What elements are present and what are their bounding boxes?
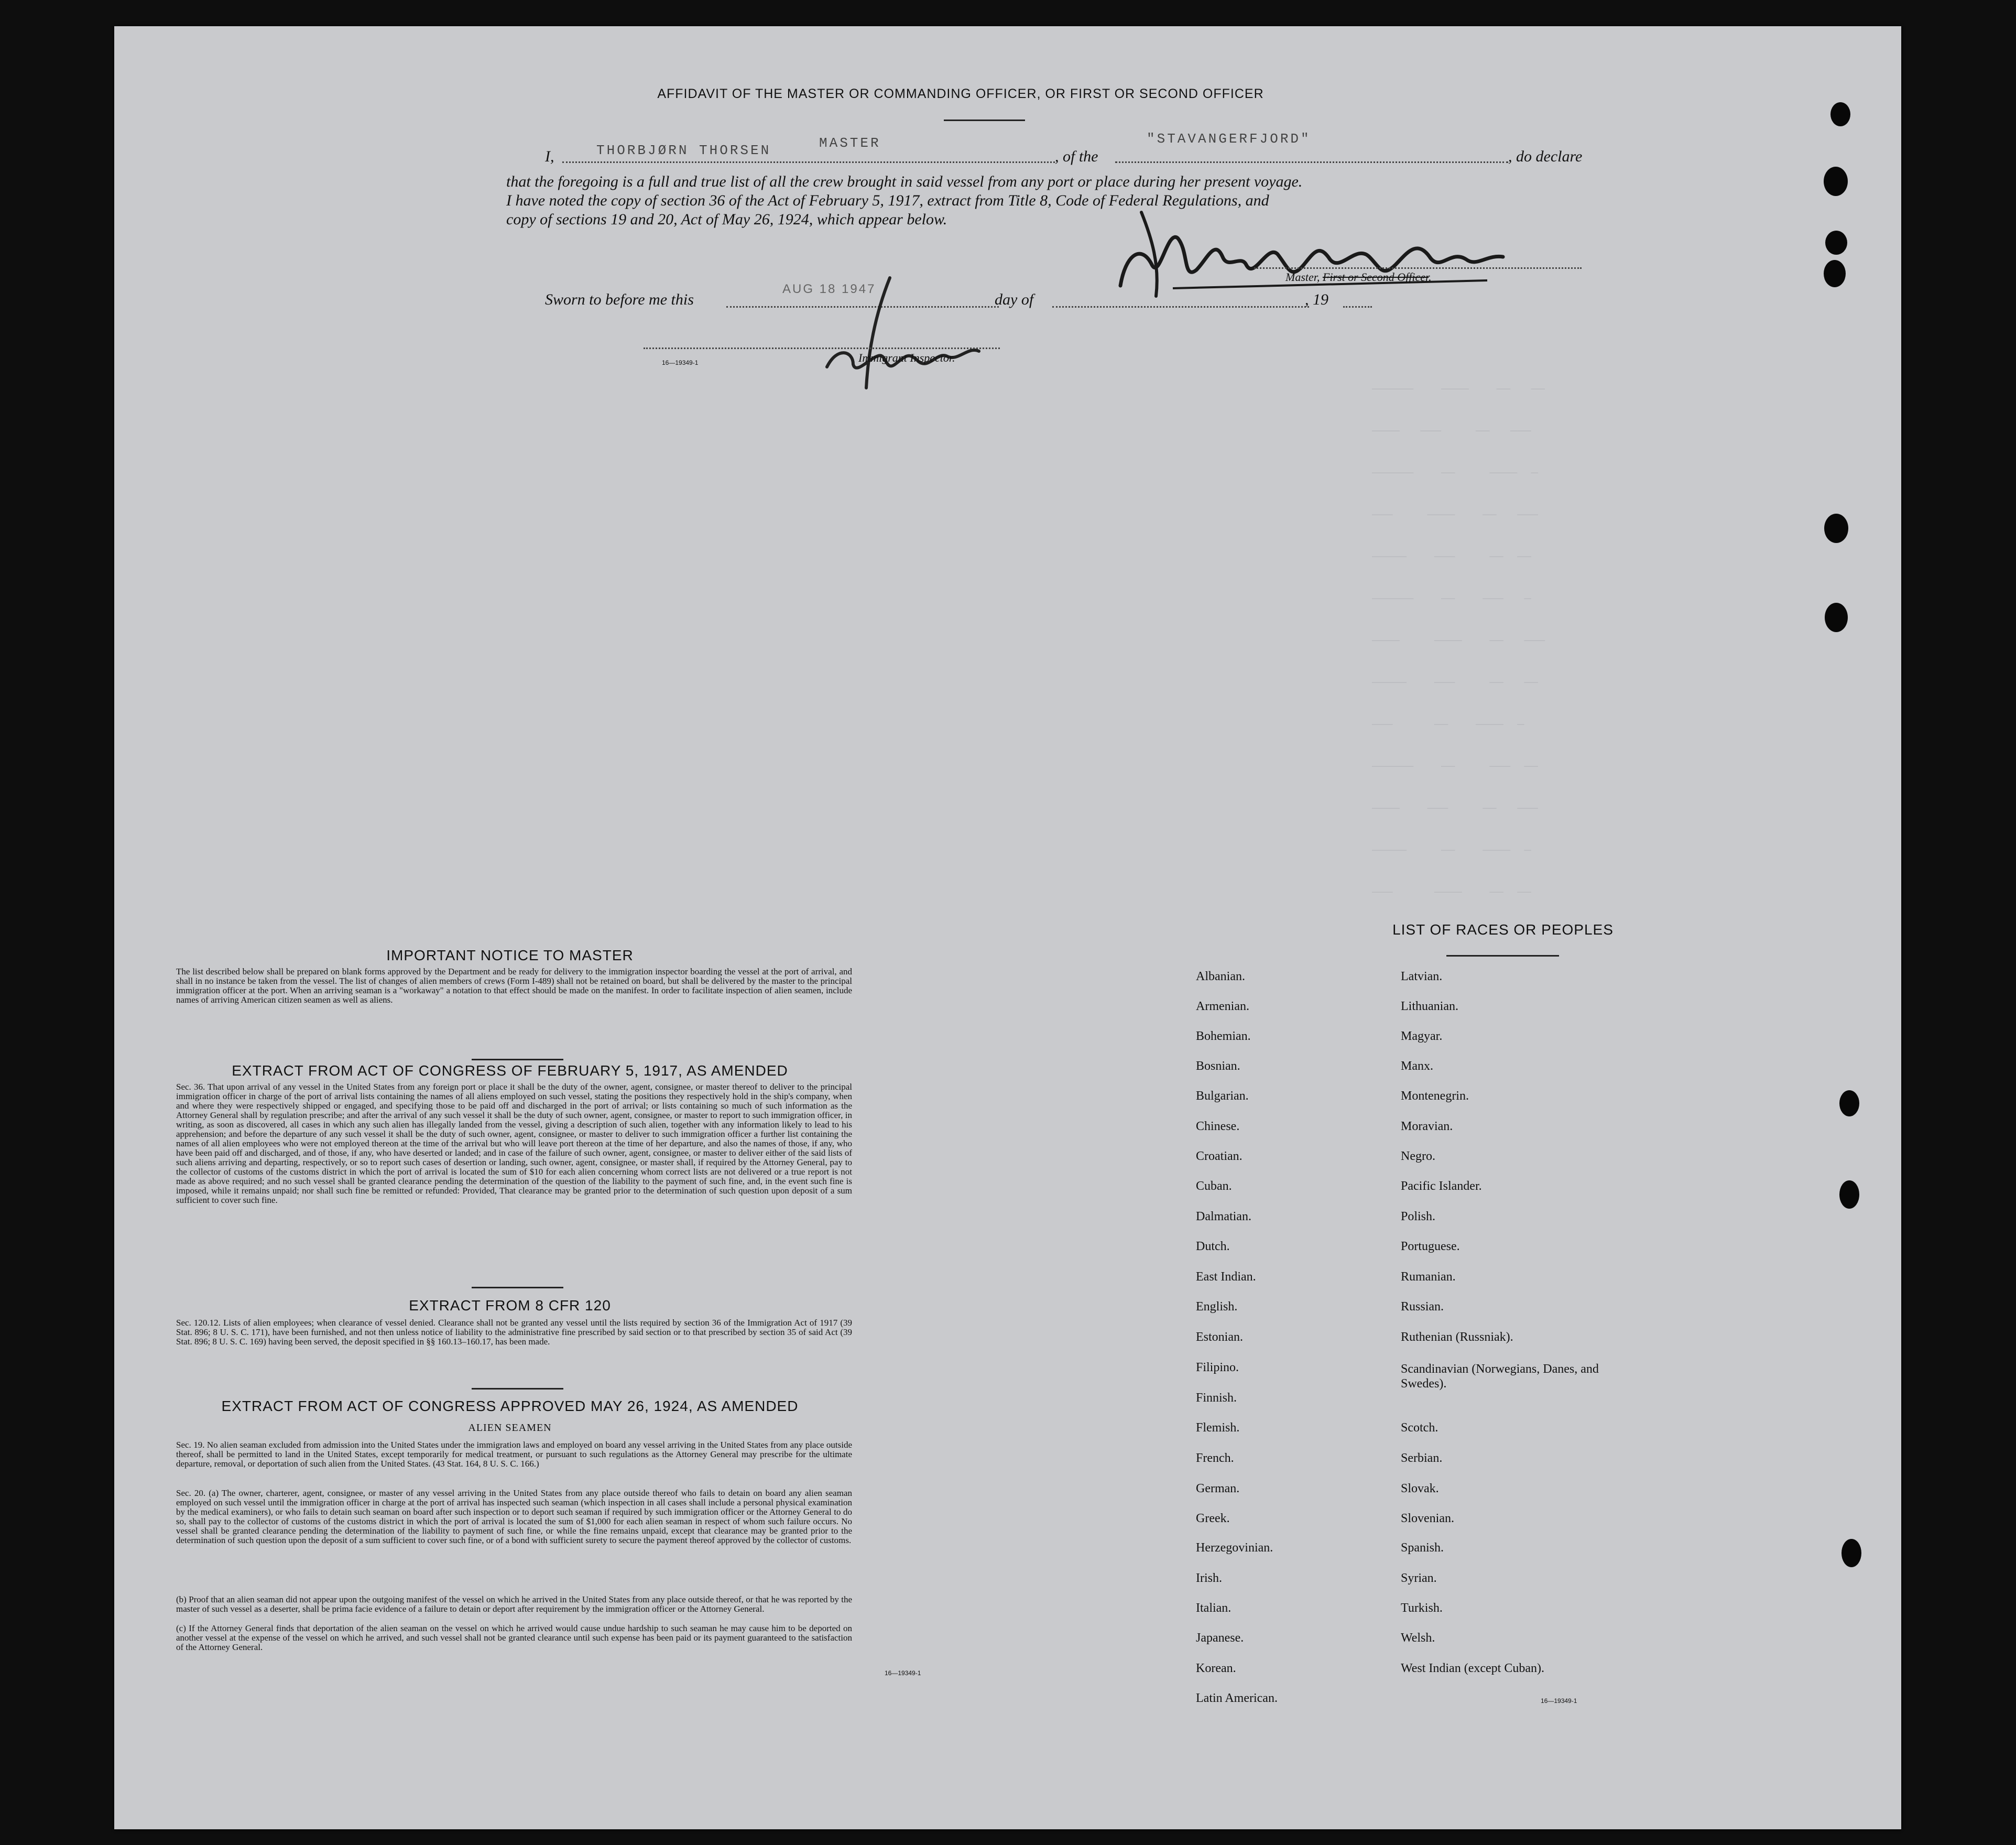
month-line <box>1052 306 1309 308</box>
form-number-bottom-right: 16—19349-1 <box>1541 1697 1577 1705</box>
race-item: German. <box>1196 1482 1240 1495</box>
inspector-signature-line <box>644 348 1000 349</box>
name-field-line <box>562 161 1055 163</box>
extract-cfr-title: EXTRACT FROM 8 CFR 120 <box>409 1297 611 1314</box>
race-item: Latvian. <box>1401 970 1443 983</box>
race-item: Bulgarian. <box>1196 1089 1249 1103</box>
master-name-typed: THORBJØRN THORSEN <box>596 143 771 158</box>
punch-hole <box>1824 167 1848 196</box>
inspector-caption: Immigrant Inspector. <box>858 351 955 364</box>
race-item: Russian. <box>1401 1300 1444 1314</box>
day-of-label: day of <box>995 291 1034 308</box>
year-prefix: , 19 <box>1305 291 1328 308</box>
punch-hole <box>1830 102 1850 126</box>
master-rank-typed: MASTER <box>819 135 881 151</box>
title-underline <box>944 120 1025 121</box>
extract-1924-sec20b: (b) Proof that an alien seaman did not appear upon the outgoing manifest of the vessel on which he arrived in the United States from any place outside thereof, or that he was reported by the master of such vessel as a deserter, shall be prima facie evidence of a failure to detain or deport after requirement by the immigration officer or the Attorney General. <box>176 1594 852 1614</box>
punch-hole <box>1824 260 1846 287</box>
of-the-label: , of the <box>1055 148 1098 165</box>
race-item: Manx. <box>1401 1059 1433 1073</box>
race-item: Turkish. <box>1401 1601 1443 1615</box>
do-declare-label: , do declare <box>1508 148 1583 165</box>
race-item: Greek. <box>1196 1512 1230 1525</box>
affidavit-line-3: I have noted the copy of section 36 of the Act of February 5, 1917, extract from Title 8, Code of Federal Regulations, and <box>506 192 1269 209</box>
race-item: Pacific Islander. <box>1401 1179 1482 1193</box>
race-item: Rumanian. <box>1401 1270 1456 1284</box>
race-item: French. <box>1196 1451 1234 1465</box>
race-item: Bohemian. <box>1196 1029 1251 1043</box>
race-item: Scandinavian (Norwegians, Danes, and Swedes). <box>1401 1362 1599 1391</box>
master-signature-line <box>1254 267 1582 269</box>
punch-hole <box>1825 603 1848 632</box>
race-item: Slovenian. <box>1401 1512 1454 1525</box>
sworn-label: Sworn to before me this <box>545 291 694 308</box>
master-caption-struck: First or Second Officer <box>1322 270 1429 284</box>
race-item: Filipino. <box>1196 1361 1239 1374</box>
divider <box>472 1059 563 1060</box>
master-caption-plain: Master, <box>1285 270 1323 284</box>
race-item: Slovak. <box>1401 1482 1439 1495</box>
divider <box>472 1287 563 1288</box>
vessel-name-typed: "STAVANGERFJORD" <box>1147 131 1311 147</box>
punch-hole <box>1839 1180 1859 1209</box>
race-item: Ruthenian (Russniak). <box>1401 1330 1513 1344</box>
races-title: LIST OF RACES OR PEOPLES <box>1392 921 1614 938</box>
race-item: Serbian. <box>1401 1451 1443 1465</box>
year-line <box>1343 306 1372 308</box>
vessel-field-line <box>1115 161 1508 163</box>
race-item: Albanian. <box>1196 970 1245 983</box>
race-item: Dutch. <box>1196 1240 1230 1253</box>
race-item: Japanese. <box>1196 1631 1244 1645</box>
race-item: Scotch. <box>1401 1421 1439 1435</box>
extract-cfr-text: Sec. 120.12. Lists of alien employees; when clearance of vessel denied. Clearance shall not be granted any vessel until the lists required by section 36 of the Immigration Act of 1917 (39 Stat. 896; 8 U. S. C. 171), have been furnished, and not then unless notice of liability to the administrative fine prescribed by said section or to that prescribed by section 35 of said Act (39 Stat. 896; 8 U. S. C. 169) having been served, the deposit specified in §§ 160.13–160.17, has been made. <box>176 1318 852 1347</box>
extract-1917-title: EXTRACT FROM ACT OF CONGRESS OF FEBRUARY 5, 1917, AS AMENDED <box>232 1062 788 1079</box>
race-item: West Indian (except Cuban). <box>1401 1662 1544 1675</box>
document-page: —————— ———— —— —— ———— ——— —— ——— —————— —— ———— — ——— ———— —— ——— ————— ——— —— —— —————— —— ——— — ———— ———— —— ——— ————— ——— —— —— ——— —— ———— — —————— —— ——— —— ———— ——— —— ——— ————— —— ———— — ——— ———— —— —— AFFIDAVIT OF THE MASTER OR COMMANDING OFFICER, OR FIRST OR SECOND OFFICER I, THORBJØRN THORSEN MASTER , of the "STAVANGERFJORD" , do declare that the foregoing is a full and true list of all the crew brought in said vessel from any port or place during her present voyage. I have noted the copy of section 36 of the Act of February 5, 1917, extract from Title 8, Code of Federal Regulations, and copy of sections 19 and 20, Act of May 26, 1924, which appear below. Master, First or Second Officer. Sworn to before me this AUG 18 1947 day of , 19 16—19349-1 Immigrant Inspector. IMPORTANT NOTICE TO MASTER The list described below shall be prepared on blank forms approved by the Department and be ready for delivery to the immigration inspector boarding the vessel at the port of arrival, and shall in no instance be taken from the vessel. The list of changes of alien members of crews (Form I-489) shall not be retained on board, but shall be delivered by the master to the principal immigration officer at the port. When an arriving seaman is a "workaway" a notation to that effect should be made on the manifest. In order to facilitate inspection of alien seamen, include names of arriving American citizen seamen as well as aliens. EXTRACT FROM ACT OF CONGRESS OF FEBRUARY 5, 1917, AS AMENDED Sec. 36. That upon arrival of any vessel in the United States from any foreign port or place it shall be the duty of the owner, agent, consignee, or master thereof to deliver to the principal immigration officer in charge of the port of arrival lists containing the names of all aliens employed on such vessel, stating the positions they respectively hold in the ship's company, when and where they were respectively shipped or engaged, and specifying those to be paid off and discharged in the port of arrival; or lists containing so much of such information as the Attorney General shall by regulation prescribe; and after the arrival of any such vessel it shall be the duty of such owner, agent, consignee, or master to report to such immigration officer, in writing, as soon as discovered, all cases in which any such alien has illegally landed from the vessel, giving a description of such alien, together with any information likely to lead to his apprehension; and before the departure of any such vessel it shall be the duty of such owner, agent, consignee, or master to deliver to such immigration officer a further list containing the names of all alien employees who were not employed thereon at the time of the arrival but who will leave port thereon at the time of her departure, and also the names of those, if any, who have been paid off and discharged, and of those, if any, who have deserted or landed; and in case of the failure of such owner, agent, consignee, or master to deliver either of the said lists of such aliens arriving and departing, respectively, or so to report such cases of desertion or landing, such owner, agent, consignee, or master shall, if required by the Attorney General, pay to the collector of customs of the customs district in which the port of arrival is located the sum of $10 for each alien concerning whom correct lists are not delivered or a true report is not made as above required; and no such vessel shall be granted clearance pending the determination of the question of the liability to the payment of such fine, and, in the event such fine is imposed, while it remains unpaid; nor shall such fine be remitted or refunded: Provided, That clearance may be granted prior to the determination of such question upon deposit of a sum sufficient to cover such fine. EXTRACT FROM 8 CFR 120 Sec. 120.12. Lists of alien employees; when clearance of vessel denied. Clearance shall not be granted any vessel until the lists required by section 36 of the Immigration Act of 1917 (39 Stat. 896; 8 U. S. C. 171), have been furnished, and not then unless notice of liability to the administrative fine prescribed by said section or to that prescribed by section 35 of said Act (39 Stat. 896; 8 U. S. C. 169) having been served, the deposit specified in §§ 160.13–160.17, has been made. EXTRACT FROM ACT OF CONGRESS APPROVED MAY 26, 1924, AS AMENDED ALIEN SEAMEN Sec. 19. No alien seaman excluded from admission into the United States under the immigration laws and employed on board any vessel arriving in the United States from any place outside thereof, shall be permitted to land in the United States, except temporarily for medical treatment, or pursuant to such regulations as the Attorney General may prescribe for the ultimate departure, removal, or deportation of such alien from the United States. (43 Stat. 164, 8 U. S. C. 166.) Sec. 20. (a) The owner, charterer, agent, consignee, or master of any vessel arriving in the United States from any place outside thereof who fails to detain on board any alien seaman employed on such vessel until the immigration officer in charge at the port of arrival has inspected such seaman (which inspection in all cases shall include a personal physical examination by the medical examiners), or who fails to detain such seaman on board after such inspection or to deport such seaman if required by such immigration officer or the Attorney General to do so, shall pay to the collector of customs of the customs district in which the port of arrival is located the sum of $1,000 for each alien seaman in respect of whom such failure occurs. No vessel shall be granted clearance pending the determination of the liability to payment of such fine, or while the fine remains unpaid, except that clearance may be granted prior to the determination of such question upon the deposit of a sum sufficient to cover such fine, or of a bond with sufficient surety to secure the payment thereof approved by the collector of customs. (b) Proof that an alien seaman did not appear upon the outgoing manifest of the vessel on which he arrived in the United States from any place outside thereof, or that he was reported by the master of such vessel as a deserter, shall be prima facie evidence of a failure to detain or deport after requirement by the immigration officer or the Attorney General. (c) If the Attorney General finds that deportation of the alien seaman on the vessel on which he arrived would cause undue hardship to such seaman he may cause him to be deported on another vessel at the expense of the vessel on which he arrived, and such vessel shall not be granted clearance until such expense has been paid or its payment guaranteed to the satisfaction of the Attorney General. 16—19349-1 LIST OF RACES OR PEOPLES Albanian. Armenian. Bohemian. Bosnian. Bulgarian. Chinese. Croatian. Cuban. Dalmatian. Dutch. East Indian. English. Estonian. Filipino. Finnish. Flemish. French. German. Greek. Herzegovinian. Irish. Italian. Japanese. Korean. Latin American. Latvian. Lithuanian. Magyar. Manx. Montenegrin. Moravian. Negro. Pacific Islander. Polish. Portuguese. Rumanian. Russian. Ruthenian (Russniak). Scandinavian (Norwegians, Danes, and Swedes). Scotch. Serbian. Slovak. Slovenian. Spanish. Syrian. Turkish. Welsh. West Indian (except Cuban). 16—19349-1 <box>114 26 1901 1829</box>
race-item: Montenegrin. <box>1401 1089 1469 1103</box>
punch-hole <box>1824 514 1848 543</box>
race-item: Italian. <box>1196 1601 1232 1615</box>
race-item: Finnish. <box>1196 1391 1237 1405</box>
race-item: Syrian. <box>1401 1571 1437 1585</box>
race-item: English. <box>1196 1300 1238 1314</box>
punch-hole <box>1825 231 1847 255</box>
form-number-top: 16—19349-1 <box>662 359 699 366</box>
master-signature <box>1110 207 1571 301</box>
race-item: Dalmatian. <box>1196 1210 1251 1223</box>
race-item: Negro. <box>1401 1149 1435 1163</box>
affidavit-line-2: that the foregoing is a full and true list of all the crew brought in said vessel from any port or place during her present voyage. <box>506 173 1303 190</box>
extract-1924-title: EXTRACT FROM ACT OF CONGRESS APPROVED MAY 26, 1924, AS AMENDED <box>221 1398 799 1414</box>
race-item: East Indian. <box>1196 1270 1256 1284</box>
inspector-signature <box>816 267 989 398</box>
race-item: Magyar. <box>1401 1029 1443 1043</box>
race-item: Spanish. <box>1401 1541 1444 1555</box>
race-item: Lithuanian. <box>1401 1000 1458 1013</box>
races-underline <box>1446 955 1559 957</box>
race-item: Armenian. <box>1196 1000 1249 1013</box>
race-item: Herzegovinian. <box>1196 1541 1273 1555</box>
race-item: Flemish. <box>1196 1421 1240 1435</box>
affidavit-title: AFFIDAVIT OF THE MASTER OR COMMANDING OFFICER, OR FIRST OR SECOND OFFICER <box>657 86 1264 101</box>
punch-hole <box>1841 1539 1861 1567</box>
punch-hole <box>1839 1090 1859 1116</box>
race-item: Bosnian. <box>1196 1059 1240 1073</box>
race-item: Polish. <box>1401 1210 1436 1223</box>
affidavit-i-label: I, <box>545 148 554 165</box>
extract-1924-sec20a: Sec. 20. (a) The owner, charterer, agent, consignee, or master of any vessel arriving in the United States from any place outside thereof who fails to detain on board any alien seaman employed on such vessel until the immigration officer in charge at the port of arrival has inspected such seaman (which inspection in all cases shall include a personal physical examination by the medical examiners), or who fails to detain such seaman on board after such inspection or to deport such seaman if required by such immigration officer or the Attorney General to do so, shall pay to the collector of customs of the customs district in which the port of arrival is located the sum of $1,000 for each alien seaman in respect of whom such failure occurs. No vessel shall be granted clearance pending the determination of the liability to payment of such fine, or while the fine remains unpaid, except that clearance may be granted prior to the determination of such question upon the deposit of a sum sufficient to cover such fine, or of a bond with sufficient surety to secure the payment thereof approved by the collector of customs. <box>176 1488 852 1545</box>
race-item: Moravian. <box>1401 1120 1453 1133</box>
notice-title: IMPORTANT NOTICE TO MASTER <box>386 947 634 963</box>
form-number-bottom-left: 16—19349-1 <box>885 1669 921 1677</box>
date-stamp: AUG 18 1947 <box>782 282 876 296</box>
race-item: Croatian. <box>1196 1149 1243 1163</box>
notice-text: The list described below shall be prepared on blank forms approved by the Department and be ready for delivery to the immigration inspector boarding the vessel at the port of arrival, and shall in no instance be taken from the vessel. The list of changes of alien members of crews (Form I-489) shall not be retained on board, but shall be delivered by the master to the principal immigration officer at the port. When an arriving seaman is a "workaway" a notation to that effect should be made on the manifest. In order to facilitate inspection of alien seamen, include names of arriving American citizen seamen as well as aliens. <box>176 967 852 1005</box>
affidavit-line-4: copy of sections 19 and 20, Act of May 26, 1924, which appear below. <box>506 211 947 228</box>
race-item: Latin American. <box>1196 1691 1278 1705</box>
race-item: Korean. <box>1196 1662 1236 1675</box>
race-item: Portuguese. <box>1401 1240 1460 1253</box>
race-item: Cuban. <box>1196 1179 1232 1193</box>
divider <box>472 1388 563 1390</box>
extract-1924-subtitle: ALIEN SEAMEN <box>468 1422 552 1434</box>
master-caption-end: . <box>1429 270 1432 284</box>
extract-1917-text: Sec. 36. That upon arrival of any vessel in the United States from any foreign port or place it shall be the duty of the owner, agent, consignee, or master thereof to deliver to the principal immigration officer in charge of the port of arrival lists containing the names of all aliens employed on such vessel, stating the positions they respectively hold in the ship's company, when and where they were respectively shipped or engaged, and specifying those to be paid off and discharged in the port of arrival; or lists containing so much of such information as the Attorney General shall by regulation prescribe; and after the arrival of any such vessel it shall be the duty of such owner, agent, consignee, or master to report to such immigration officer, in writing, as soon as discovered, all cases in which any such alien has illegally landed from the vessel, giving a description of such alien, together with any information likely to lead to his apprehension; and before the departure of any such vessel it shall be the duty of such owner, agent, consignee, or master to deliver to such immigration officer a further list containing the names of all alien employees who were not employed thereon at the time of the arrival but who will leave port thereon at the time of her departure, and also the names of those, if any, who have been paid off and discharged, and of those, if any, who have deserted or landed; and in case of the failure of such owner, agent, consignee, or master to deliver either of the said lists of such aliens arriving and departing, respectively, or so to report such cases of desertion or landing, such owner, agent, consignee, or master shall, if required by the Attorney General, pay to the collector of customs of the customs district in which the port of arrival is located the sum of $10 for each alien concerning whom correct lists are not delivered or a true report is not made as above required; and no such vessel shall be granted clearance pending the determination of the question of the liability to the payment of such fine, and, in the event such fine is imposed, while it remains unpaid; nor shall such fine be remitted or refunded: Provided, That clearance may be granted prior to the determination of such question upon deposit of a sum sufficient to cover such fine. <box>176 1082 852 1205</box>
race-item: Welsh. <box>1401 1631 1435 1645</box>
extract-1924-sec20c: (c) If the Attorney General finds that deportation of the alien seaman on the vessel on which he arrived would cause undue hardship to such seaman he may cause him to be deported on another vessel at the expense of the vessel on which he arrived, and such vessel shall not be granted clearance until such expense has been paid or its payment guaranteed to the satisfaction of the Attorney General. <box>176 1623 852 1652</box>
master-caption <box>1285 270 1432 284</box>
race-item: Irish. <box>1196 1571 1222 1585</box>
race-item: Chinese. <box>1196 1120 1240 1133</box>
extract-1924-sec19: Sec. 19. No alien seaman excluded from admission into the United States under the immigration laws and employed on board any vessel arriving in the United States from any place outside thereof, shall be permitted to land in the United States, except temporarily for medical treatment, or pursuant to such regulations as the Attorney General may prescribe for the ultimate departure, removal, or deportation of such alien from the United States. (43 Stat. 164, 8 U. S. C. 166.) <box>176 1440 852 1469</box>
race-item: Estonian. <box>1196 1330 1243 1344</box>
